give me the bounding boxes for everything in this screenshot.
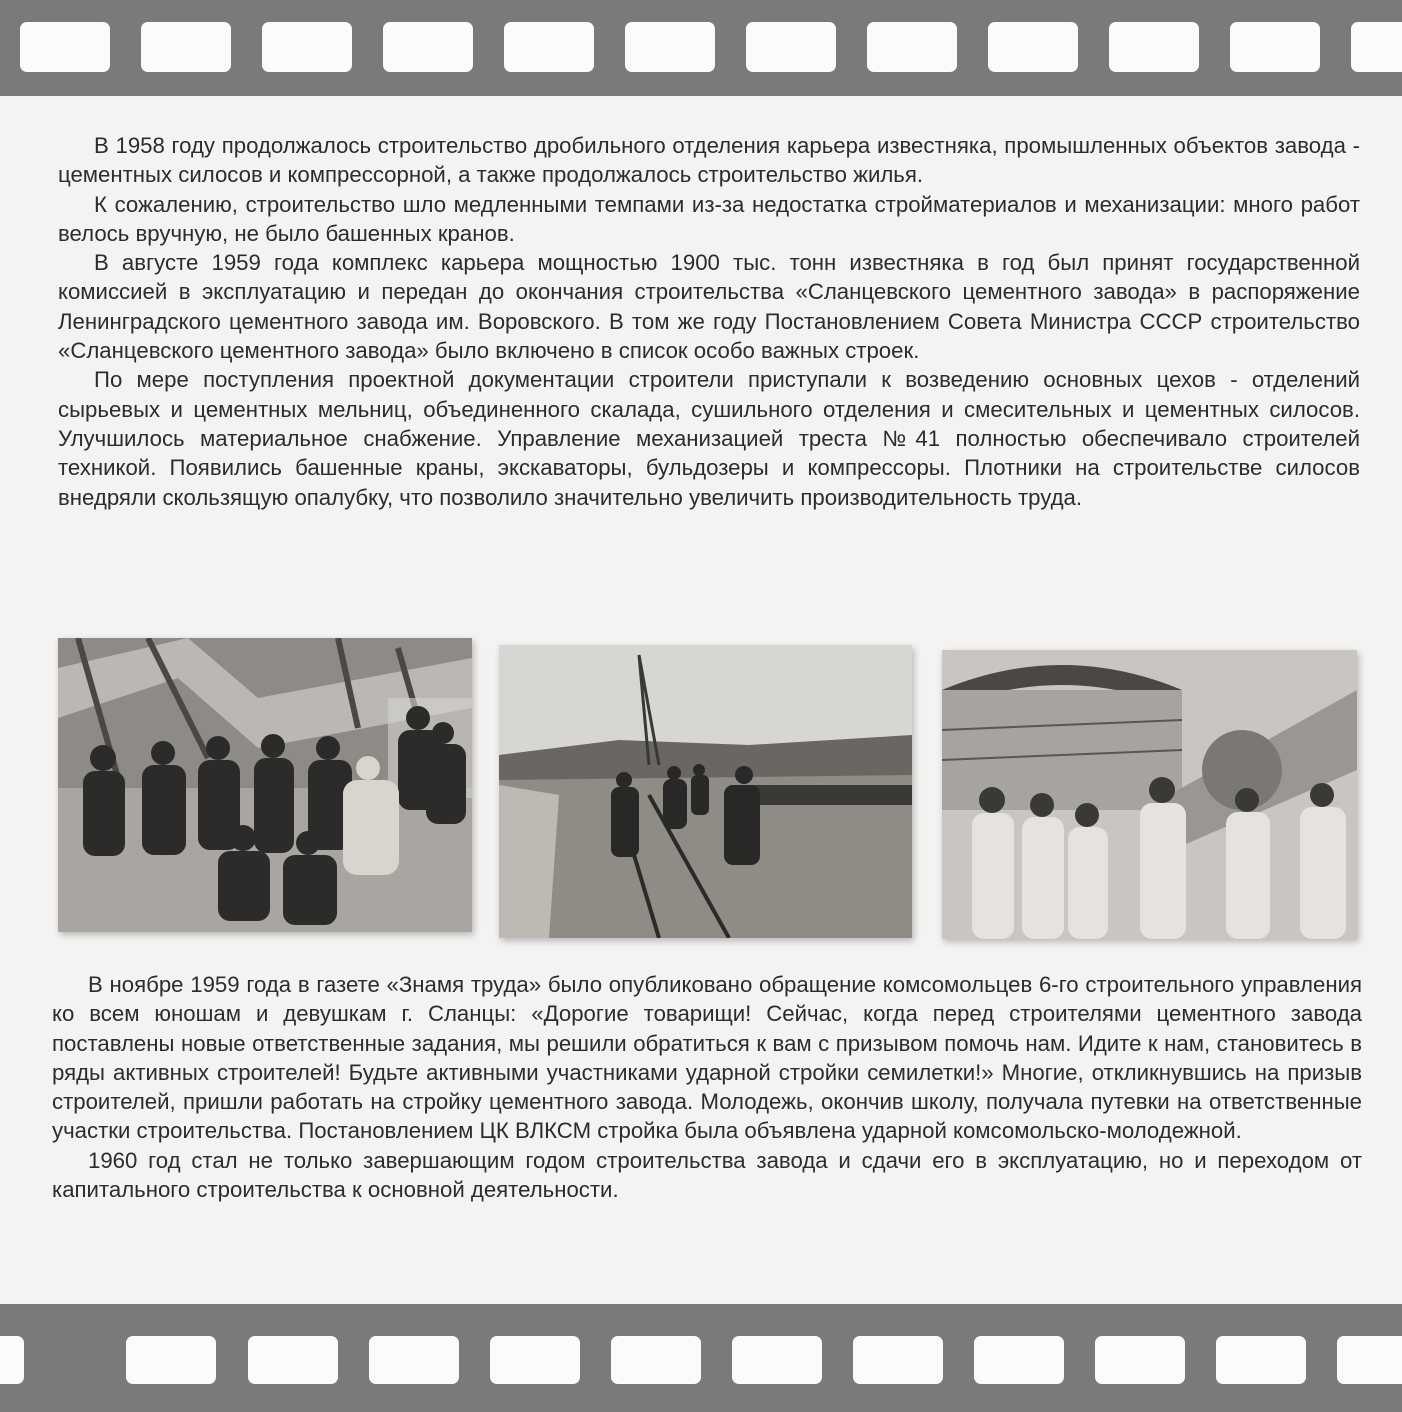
paragraph: В ноябре 1959 года в газете «Знамя труда» было опубликовано обращение комсомольцев 6-го строительного управления ко всем юношам и девушкам г. Сланцы: «Дорогие товарищи! Сейчас, когда перед строителями цементного завода поставлены новые ответственные задания, мы решили обратиться к вам с призывом помочь нам. Идите к нам, становитесь в ряды активных строителей! Будьте активными участниками ударной стройки семилетки!» Многие, откликнувшись на призыв строителей, пришли работать на стройку цементного завода. Молодежь, окончив школу, получала путевки на ответственные участки строительства. Постановлением ЦК ВЛКСМ стройка была объявлена ударной комсомольско-молодежной.	[52, 972, 1362, 1144]
film-perforation	[1337, 1336, 1402, 1384]
film-perforation	[853, 1336, 943, 1384]
film-perforation	[248, 1336, 338, 1384]
lower-text-block	[52, 970, 1362, 1204]
film-perforation	[1095, 1336, 1185, 1384]
film-strip-top	[0, 0, 1402, 96]
film-perforation	[611, 1336, 701, 1384]
film-perforation	[1216, 1336, 1306, 1384]
paragraph: К сожалению, строительство шло медленными темпами из-за недостатка стройматериалов и механизации: много работ велось вручную, не было башенных кранов.	[58, 191, 1360, 246]
photo-workers-group	[58, 638, 472, 932]
film-perforation	[0, 1336, 24, 1384]
film-perforation	[262, 22, 352, 72]
film-perforation	[490, 1336, 580, 1384]
paragraph: По мере поступления проектной документации строители приступали к возведению основных цехов - отделений сырьевых и цементных мельниц, объединенного скалада, сушильного отделения и смесительных и цементных силосов. Улучшилось материальное снабжение. Управление механизацией треста №41 полностью обеспечивало строителей техникой. Появились башенные краны, экскаваторы, бульдозеры и компрессоры. Плотники на строительстве силосов внедряли скользящую опалубку, что позволило значительно увеличить производительность труда.	[58, 367, 1360, 510]
film-perforation	[625, 22, 715, 72]
photo-railway-workers	[499, 645, 912, 938]
film-perforation	[1230, 22, 1320, 72]
paragraph: В 1958 году продолжалось строительство дробильного отделения карьера известняка, промышленных объектов завода - цементных силосов и компрессорной, а также продолжалось строительство жилья.	[58, 133, 1360, 188]
film-perforation	[746, 22, 836, 72]
film-perforation	[974, 1336, 1064, 1384]
film-perforation	[369, 1336, 459, 1384]
film-perforation	[867, 22, 957, 72]
film-perforation	[1351, 22, 1402, 72]
paragraph: 1960 год стал не только завершающим годом строительства завода и сдачи его в эксплуатацию, но и переходом от капитального строительства к основной деятельности.	[52, 1147, 1362, 1203]
film-perforation	[504, 22, 594, 72]
film-strip-bottom	[0, 1304, 1402, 1412]
photo-kiln-workers	[942, 650, 1357, 939]
film-perforation	[126, 1336, 216, 1384]
film-perforation	[20, 22, 110, 72]
film-perforation	[732, 1336, 822, 1384]
film-perforation	[1109, 22, 1199, 72]
paragraph: В августе 1959 года комплекс карьера мощностью 1900 тыс. тонн известняка в год был принят государственной комиссией в эксплуатацию и передан до окончания строительства «Сланцевского цементного завода» в распоряжение Ленинградского цементного завода им. Воровского. В том же году Постановлением Совета Министра СССР строительство «Сланцевского цементного завода» было включено в список особо важных строек.	[58, 250, 1360, 364]
film-perforation	[383, 22, 473, 72]
upper-text-block	[58, 131, 1360, 512]
film-perforation	[988, 22, 1078, 72]
film-perforation	[141, 22, 231, 72]
